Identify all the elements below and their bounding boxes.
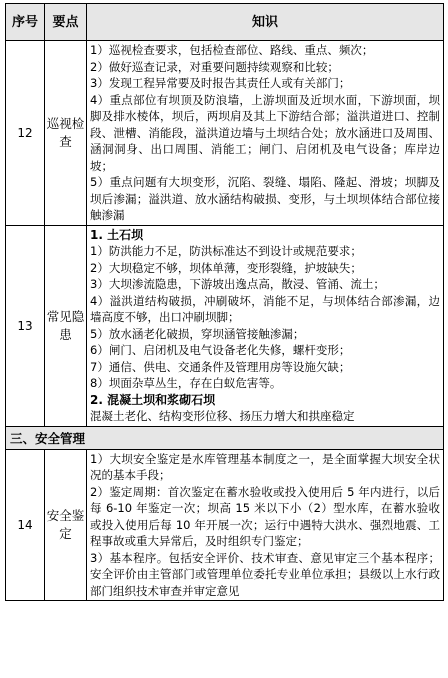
table-row: [6, 41, 444, 226]
content-subheading: 2. 混凝土坝和浆砌石坝: [90, 392, 216, 407]
header-knowledge: [87, 4, 444, 41]
header-index: [6, 4, 45, 41]
content-line: 5）重点问题有大坝变形，沉陷、裂缝、塌陷、隆起、滑坡；坝脚及坝后渗漏；溢洪道、放水涵结构破损、变形，与土坝坝体结合部位接触渗漏: [90, 175, 440, 222]
content-line: 7）通信、供电、交通条件及管理用房等设施欠缺；: [90, 359, 351, 374]
knowledge-table: [5, 3, 444, 601]
content-line: 6）闸门、启闭机及电气设备老化失修，螺杆变形；: [90, 343, 351, 357]
row-content: [87, 225, 444, 426]
row-content: [87, 41, 444, 226]
header-point-label: 要点: [52, 14, 79, 30]
section-row: [6, 426, 444, 449]
row-point: 常见隐患: [45, 225, 87, 426]
row-content: [87, 449, 444, 601]
header-knowledge-label: 知识: [251, 14, 278, 30]
table-row: [6, 225, 444, 426]
header-index-label: 序号: [11, 14, 38, 30]
content-line: 1）大坝安全鉴定是水库管理基本制度之一，是全面掌握大坝安全状况的基本手段；: [90, 451, 440, 482]
content-line: 1）防洪能力不足，防洪标准达不到设计或规范要求；: [90, 244, 362, 258]
content-line: 8）坝面杂草丛生，存在白蚁危害等。: [90, 376, 282, 390]
content-line: 4）溢洪道结构破损，冲刷破坏，消能不足，与坝体结合部渗漏，边墙高度不够，出口冲刷坝脚；: [90, 293, 440, 324]
header-point: [45, 4, 87, 41]
table-header-row: [6, 4, 444, 41]
row-number: 12: [6, 41, 45, 226]
content-line: 3）基本程序。包括安全评价、技术审查、意见审定三个基本程序；安全评价由主管部门或管理单位委托专业单位承担；县级以上水行政部门组织技术审查并审定意见: [90, 550, 440, 598]
content-line: 2）做好巡查记录，对重要问题持续观察和比较；: [90, 59, 339, 74]
content-subheading: 1. 土石坝: [90, 227, 144, 242]
content-line: 5）放水涵老化破损，穿坝涵管接触渗漏；: [90, 326, 305, 341]
section-title: 三、安全管理: [6, 426, 444, 449]
content-line: 4）重点部位有坝顶及防浪墙，上游坝面及近坝水面，下游坝面，坝脚及排水棱体，坝后，两坝肩及其上下游结合部；溢洪道进口、控制段、泄槽、消能段，溢洪道边墙与土坝结合处；放水涵进口及周围、涵洞洞身、出口周围、消能工；闸门、启闭机及电气设备；库岸边坡；: [90, 92, 440, 173]
content-line: 2）大坝稳定不够，坝体单薄，变形裂缝，护坡缺失；: [90, 260, 362, 275]
content-line: 3）大坝渗流隐患，下游坡出逸点高，散浸、管涌、流土；: [90, 277, 385, 291]
content-line: 3）发现工程异常要及时报告其责任人或有关部门；: [90, 76, 351, 90]
content-line: 1）巡视检查要求，包括检查部位、路线、重点、频次；: [90, 43, 374, 57]
row-number: 13: [6, 225, 45, 426]
content-line: 混凝土老化、结构变形位移、扬压力增大和拱座稳定: [90, 409, 355, 423]
row-point: 安全鉴定: [45, 449, 87, 601]
table-row: [6, 449, 444, 601]
row-number: 14: [6, 449, 45, 601]
content-line: 2）鉴定周期：首次鉴定在蓄水验收或投入使用后 5 年内进行，以后每 6-10 年鉴定一次；坝高 15 米以下小（2）型水库，在蓄水验收或投入使用后每 10 年开展一次；运行中遇特大洪水、强烈地震、工程事故或重大异常后，及时组织专门鉴定；: [90, 484, 440, 548]
row-point: 巡视检查: [45, 41, 87, 226]
